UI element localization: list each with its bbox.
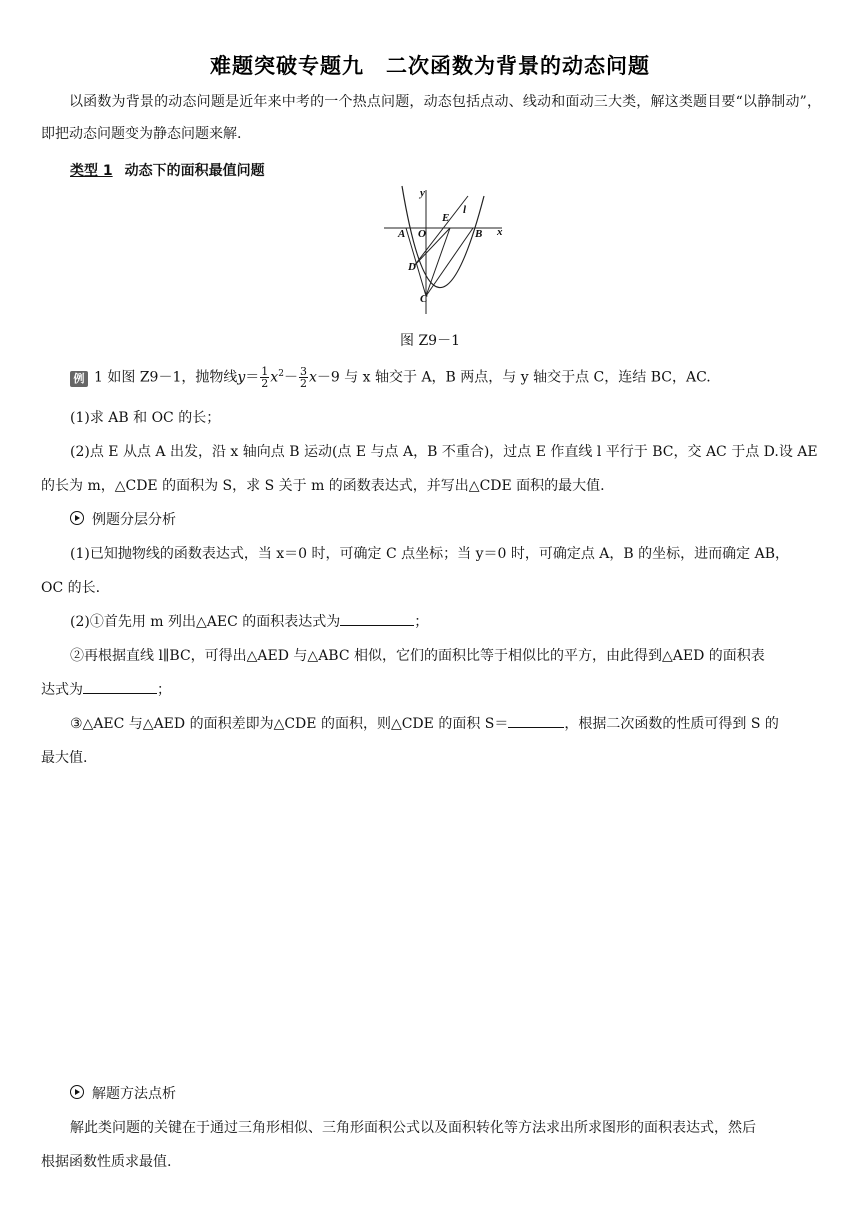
- step-a-text: (2)①首先用 m 列出△AEC 的面积表达式为: [70, 614, 341, 630]
- example-statement: [70, 366, 711, 389]
- label-a: A: [398, 228, 406, 240]
- section-tag: 类型 1: [70, 163, 113, 179]
- example-icon: 例: [70, 371, 88, 387]
- label-b: B: [475, 228, 483, 240]
- example-number: 1: [94, 369, 103, 386]
- exponent: 2: [278, 368, 284, 379]
- fraction-one-half: [260, 366, 269, 389]
- step-b-end: ；: [157, 682, 171, 698]
- equals-sign: ＝: [245, 369, 260, 386]
- example-intro: 如图 Z9－1，抛物线: [107, 369, 238, 386]
- fraction-denominator: 2: [261, 377, 269, 390]
- analysis-heading-text: 例题分层分析: [92, 512, 176, 528]
- label-x: x: [497, 226, 503, 238]
- title-part-2: 二次函数为背景的动态问题: [386, 54, 650, 78]
- step-a-end: ；: [414, 614, 429, 630]
- step-b-text: 达式为: [41, 682, 83, 698]
- analysis-step-a: [70, 612, 428, 632]
- label-e: E: [442, 212, 450, 224]
- method-heading: [70, 1084, 176, 1104]
- var-y: y: [237, 369, 246, 386]
- analysis-step-b-line-2: [41, 680, 171, 700]
- section-name: 动态下的面积最值问题: [124, 163, 265, 179]
- title-part-1: 难题突破专题九: [210, 54, 364, 78]
- minus-sign: －: [283, 369, 298, 386]
- method-line-2: 根据函数性质求最值.: [41, 1154, 172, 1170]
- play-bullet-icon: [70, 1085, 84, 1099]
- method-heading-text: 解题方法点析: [92, 1086, 176, 1102]
- analysis-p1-line-1: (1)已知抛物线的函数表达式，当 x＝0 时，可确定 C 点坐标；当 y＝0 时，可确定点 A，B 的坐标，进而确定 AB，: [70, 546, 790, 562]
- analysis-step-c-line-1: [70, 714, 779, 734]
- page-title: [0, 50, 860, 80]
- example-tail: －9 与 x 轴交于 A，B 两点，与 y 轴交于点 C，连结 BC，AC.: [316, 369, 711, 386]
- var-x: x: [308, 369, 317, 386]
- play-bullet-icon: [70, 511, 84, 525]
- question-2-line-2: 的长为 m，△CDE 的面积为 S，求 S 关于 m 的函数表达式，并写出△CDE 面积的最大值.: [41, 478, 605, 494]
- answer-blank-3: [508, 715, 564, 728]
- label-c: C: [420, 293, 428, 305]
- section-heading: [70, 160, 265, 180]
- var-x: x: [270, 369, 279, 386]
- question-1: (1)求 AB 和 OC 的长；: [70, 410, 221, 426]
- method-line-1: 解此类问题的关键在于通过三角形相似、三角形面积公式以及面积转化等方法求出所求图形的面积表达式，然后: [70, 1120, 756, 1136]
- label-y: y: [420, 187, 425, 199]
- step-c-end: ，根据二次函数的性质可得到 S 的: [564, 716, 779, 732]
- analysis-heading: [70, 510, 176, 530]
- answer-blank-1: [340, 613, 414, 626]
- answer-blank-2: [83, 681, 157, 694]
- analysis-step-b-line-1: ②再根据直线 l∥BC，可得出△AED 与△ABC 相似，它们的面积比等于相似比的平方，由此得到△AED 的面积表: [70, 648, 765, 664]
- question-2-line-1: (2)点 E 从点 A 出发，沿 x 轴向点 B 运动(点 E 与点 A，B 不重合)，过点 E 作直线 l 平行于 BC，交 AC 于点 D.设 AE: [70, 444, 818, 460]
- label-d: D: [408, 261, 416, 273]
- fraction-three-halves: [299, 366, 308, 389]
- segment-bc: [426, 228, 473, 296]
- figure-caption: 图 Z9－1: [400, 333, 460, 349]
- fraction-denominator: 2: [299, 377, 307, 390]
- label-o: O: [418, 228, 426, 240]
- intro-paragraph: 以函数为背景的动态问题是近年来中考的一个热点问题，动态包括点动、线动和面动三大类，解这类题目要“以静制动”，即把动态问题变为静态问题来解.: [41, 94, 821, 142]
- analysis-p1-line-2: OC 的长.: [41, 580, 101, 596]
- fraction-numerator: 1: [261, 365, 269, 378]
- step-c-text: ③△AEC 与△AED 的面积差即为△CDE 的面积，则△CDE 的面积 S＝: [70, 716, 509, 732]
- label-l: l: [463, 204, 467, 216]
- parabola-figure: [380, 184, 510, 322]
- fraction-numerator: 3: [299, 365, 307, 378]
- analysis-step-c-line-2: 最大值.: [41, 750, 88, 766]
